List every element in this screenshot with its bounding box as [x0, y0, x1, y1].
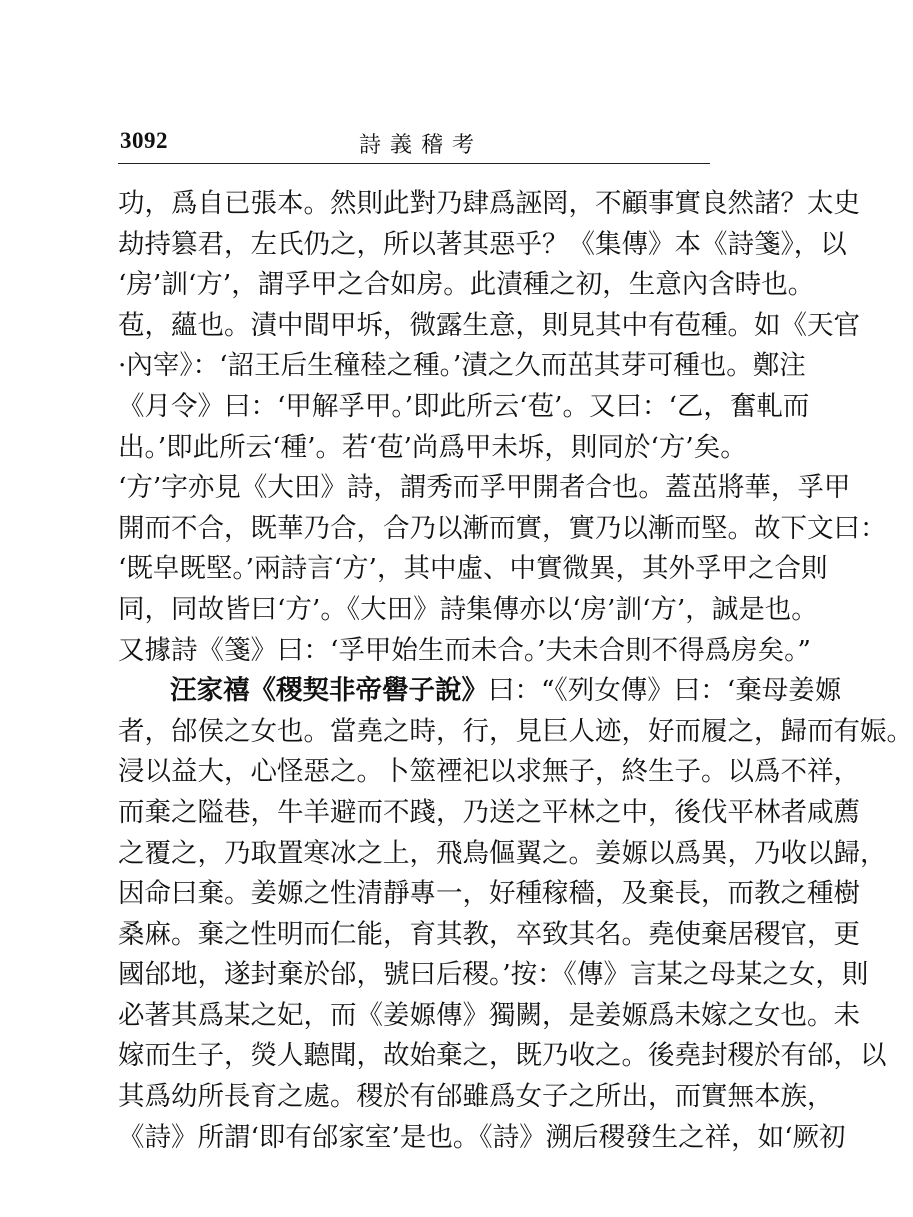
text-line: 之覆之，乃取置寒冰之上，飛鳥傴翼之。姜嫄以爲異，乃收以歸，	[118, 837, 887, 869]
text-line: 浸以益大，心怪惡之。卜筮禋祀以求無子，終生子。以爲不祥，	[118, 756, 860, 788]
text-line: 者，邰侯之女也。當堯之時，行，見巨人迹，好而履之，歸而有娠。	[118, 715, 913, 747]
author-title-lead: 汪家禧《稷契非帝嚳子說》	[170, 675, 488, 707]
text-line: ‘既皁既堅。’兩詩言‘方’，其中虛、中實微異，其外孚甲之合則	[118, 553, 828, 585]
text-line: 因命曰棄。姜嫄之性清靜專一，好種稼穡，及棄長，而教之種樹	[118, 878, 860, 910]
text-line: 《月令》曰：‘甲解孚甲。’即此所云‘苞’。又曰：‘乙，奮軋而	[118, 390, 810, 422]
text-line: ·內宰》：‘詔王后生穜稑之種。’漬之久而茁其芽可種也。鄭注	[118, 350, 806, 382]
first-line-rest: 曰：“《列女傳》曰：‘棄母姜嫄	[488, 675, 842, 707]
text-line: 必著其爲某之妃，而《姜嫄傳》獨闕，是姜嫄爲未嫁之女也。未	[118, 999, 860, 1031]
text-line: 而棄之隘巷，牛羊避而不踐，乃送之平林之中，後伐平林者咸薦	[118, 796, 860, 828]
text-line: 桑麻。棄之性明而仁能，育其教，卒致其名。堯使棄居稷官，更	[118, 918, 860, 950]
text-line: 同，同故皆曰‘方’。《大田》詩集傳亦以‘房’訓‘方’，誠是也。	[118, 593, 818, 625]
page-number: 3092	[120, 128, 168, 153]
text-line: 《詩》所謂‘即有邰家室’是也。《詩》溯后稷發生之祥，如‘厥初	[118, 1121, 846, 1153]
paragraph-first-line	[118, 671, 842, 712]
text-line: ‘方’字亦見《大田》詩，謂秀而孚甲開者合也。蓋茁將華，孚甲	[118, 472, 851, 504]
running-title: 詩義稽考	[358, 133, 483, 158]
text-line: 苞，蘊也。漬中間甲坼，微露生意，則見其中有苞種。如《天官	[118, 309, 860, 341]
text-line: 國邰地，遂封棄於邰，號曰后稷。’按：《傳》言某之母某之女，則	[118, 959, 869, 991]
text-line: ‘房’訓‘方’，謂孚甲之合如房。此漬種之初，生意內含時也。	[118, 269, 815, 301]
text-line: 功，爲自已張本。然則此對乃肆爲誣罔，不顧事實良然諸？太史	[118, 188, 860, 219]
body-text	[118, 184, 913, 1158]
text-line: 劫持篡君，左氏仍之，所以著其惡乎？《集傳》本《詩箋》，以	[118, 228, 847, 260]
page-header	[118, 124, 710, 160]
header-rule	[118, 163, 710, 164]
text-line: 開而不合，既華乃合，合乃以漸而實，實乃以漸而堅。故下文曰：	[118, 512, 887, 544]
text-line: 其爲幼所長育之處。稷於有邰雖爲女子之所出，而實無本族，	[118, 1081, 834, 1113]
text-line: 嫁而生子，熒人聽聞，故始棄之，既乃收之。後堯封稷於有邰，以	[118, 1040, 887, 1072]
text-line: 又據詩《箋》曰：‘孚甲始生而未合。’夫未合則不得爲房矣。”	[118, 634, 811, 666]
text-line: 出。’即此所云‘種’。若‘苞’尚爲甲未坼，則同於‘方’矣。	[118, 431, 747, 463]
